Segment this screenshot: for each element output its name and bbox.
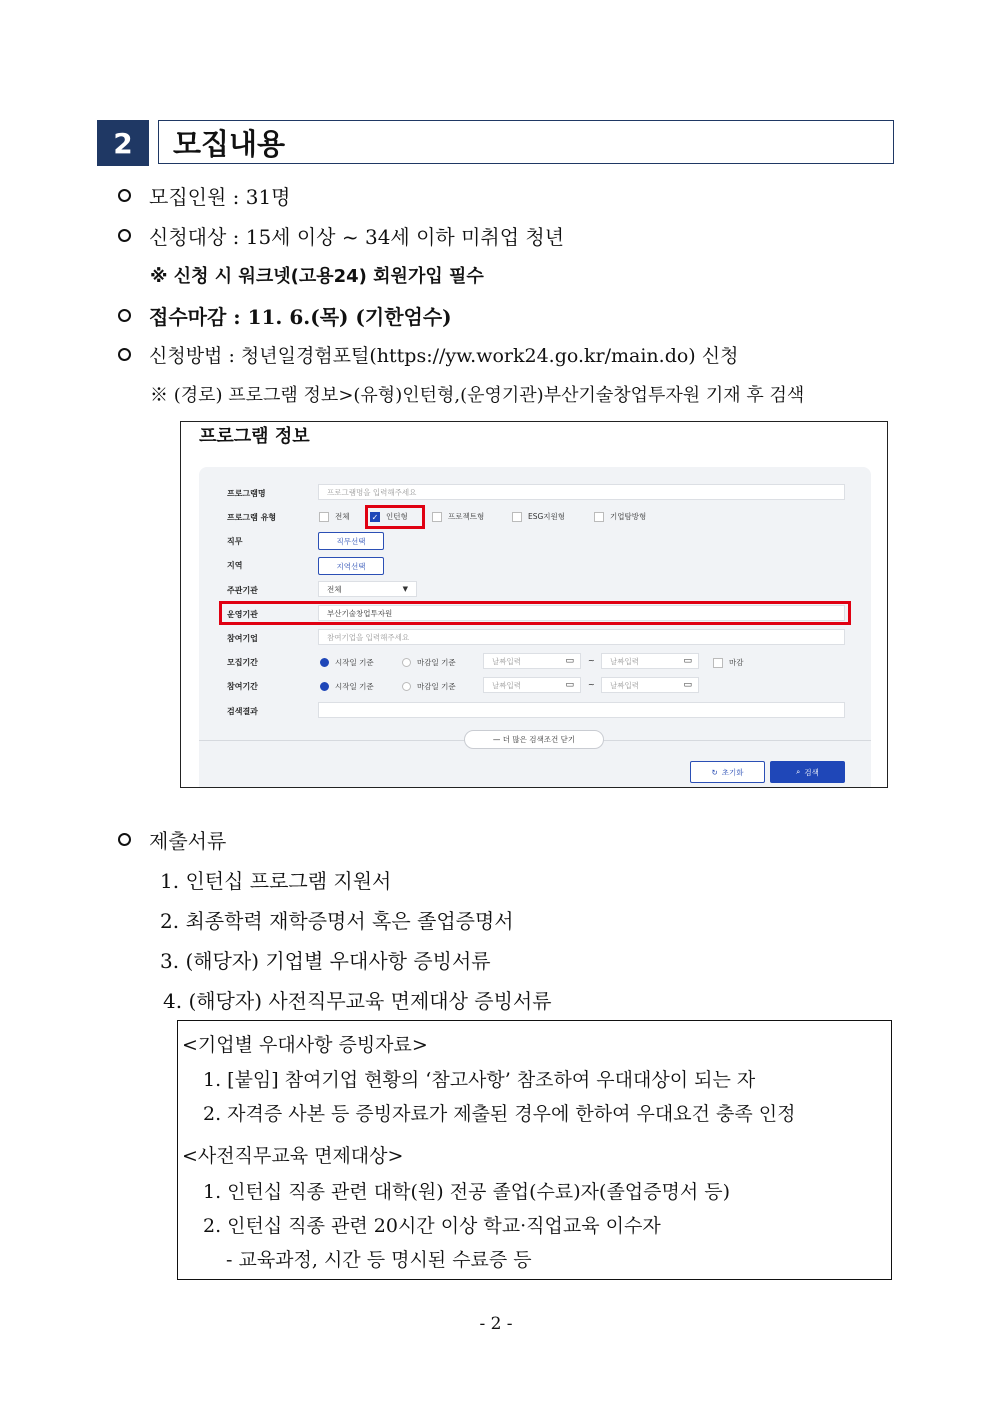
- calendar-icon: ▭: [683, 680, 692, 690]
- closed-checkbox[interactable]: [713, 657, 744, 668]
- document-item: 3. (해당자) 기업별 우대사항 증빙서류: [160, 949, 491, 973]
- date-placeholder: 날짜입력: [610, 680, 639, 690]
- document-item: 2. 최종학력 재학증명서 혹은 졸업증명서: [160, 909, 514, 933]
- circle-bullet-icon: [118, 189, 131, 202]
- pref-title: <기업별 우대사항 증빙자료>: [182, 1034, 428, 1056]
- radio-label: 마감일 기준: [417, 658, 456, 667]
- participation-radio-end[interactable]: [402, 681, 456, 692]
- documents-heading-line: [118, 825, 226, 854]
- host-select-value: 전체: [327, 584, 342, 594]
- target-note-text: ※ 신청 시 워크넷(고용24) 회원가입 필수: [150, 266, 484, 287]
- exempt-item-2: 2. 인턴십 직종 관련 20시간 이상 학교·직업교육 이수자: [203, 1215, 661, 1237]
- recruit-radio-start[interactable]: [320, 657, 374, 668]
- type-option-label: 인턴형: [386, 512, 408, 521]
- type-option-label: 기업탐방형: [610, 512, 647, 521]
- circle-bullet-icon: [118, 833, 131, 846]
- highlight-intern-type: [365, 505, 425, 529]
- program-info-title: 프로그램 정보: [199, 426, 310, 447]
- caret-down-icon: ▼: [402, 585, 408, 593]
- date-placeholder: 날짜입력: [610, 656, 639, 666]
- radio-icon: [402, 682, 411, 691]
- radio-label: 시작일 기준: [335, 658, 374, 667]
- label-participation-period: 참여기간: [227, 682, 258, 691]
- refresh-icon: ↻: [711, 767, 718, 777]
- target-text: 신청대상 : 15세 이상 ~ 34세 이하 미취업 청년: [149, 225, 565, 249]
- method-note: [150, 381, 804, 407]
- results-field: [318, 702, 845, 718]
- type-option-label: 전체: [335, 512, 350, 521]
- radio-label: 시작일 기준: [335, 682, 374, 691]
- exempt-item-1: 1. 인턴십 직종 관련 대학(원) 전공 졸업(수료)자(졸업증명서 등): [203, 1181, 731, 1203]
- type-option-esg[interactable]: [512, 511, 565, 522]
- exempt-item-2-sub: - 교육과정, 시간 등 명시된 수료증 등: [226, 1249, 532, 1271]
- job-select-button[interactable]: 직무선택: [318, 532, 384, 550]
- recruit-radio-end[interactable]: [402, 657, 456, 668]
- section-number: 2: [97, 120, 149, 166]
- search-icon: ⌕: [796, 767, 801, 776]
- type-option-project[interactable]: [432, 511, 484, 522]
- label-job: 직무: [227, 537, 243, 546]
- section-title: [158, 120, 894, 164]
- checkbox-icon: [319, 512, 329, 522]
- section-title-text: 모집내용: [173, 126, 286, 161]
- host-select[interactable]: [318, 581, 417, 597]
- method-line: [118, 341, 738, 368]
- label-program-name: 프로그램명: [227, 489, 266, 498]
- closed-label: 마감: [729, 658, 744, 667]
- checkbox-icon: [432, 512, 442, 522]
- method-text: 신청방법 : 청년일경험포털(https://yw.work24.go.kr/main.do) 신청: [149, 345, 739, 367]
- type-option-all[interactable]: [319, 511, 350, 522]
- checkbox-icon: [512, 512, 522, 522]
- reset-button-label: 초기화: [721, 767, 744, 777]
- more-conditions-toggle[interactable]: — 더 많은 검색조건 닫기: [464, 730, 604, 749]
- circle-bullet-icon: [118, 309, 131, 322]
- checkbox-checked-icon: ✓: [371, 512, 379, 522]
- participation-start-date[interactable]: [483, 677, 581, 693]
- recruit-count-text: 모집인원 : 31명: [149, 185, 291, 209]
- exempt-title: <사전직무교육 면제대상>: [182, 1145, 404, 1167]
- checkbox-icon: [594, 512, 604, 522]
- calendar-icon: ▭: [565, 656, 574, 666]
- deadline-line: [118, 301, 452, 330]
- label-region: 지역: [227, 561, 243, 570]
- label-recruit-period: 모집기간: [227, 658, 258, 667]
- program-search-screenshot: [180, 421, 888, 788]
- checkbox-icon: [713, 658, 723, 668]
- type-option-company-visit[interactable]: [594, 511, 646, 522]
- date-separator: ~: [588, 680, 595, 689]
- recruit-end-date[interactable]: [601, 653, 699, 669]
- calendar-icon: ▭: [683, 656, 692, 666]
- page-number: - 2 -: [479, 1314, 513, 1334]
- search-button-label: 검색: [804, 767, 819, 777]
- label-company: 참여기업: [227, 634, 258, 643]
- method-note-text: ※ (경로) 프로그램 정보>(유형)인턴형,(운영기관)부산기술창업투자원 기재 후 검색: [150, 385, 805, 406]
- type-option-label: ESG지원형: [528, 512, 566, 521]
- circle-bullet-icon: [118, 229, 131, 242]
- search-button[interactable]: [770, 761, 845, 783]
- recruit-start-date[interactable]: [483, 653, 581, 669]
- type-option-label: 프로젝트형: [448, 512, 485, 521]
- radio-selected-icon: [320, 682, 329, 691]
- radio-label: 마감일 기준: [417, 682, 456, 691]
- circle-bullet-icon: [118, 348, 131, 361]
- label-operator: 운영기관: [227, 610, 258, 619]
- target-note: [150, 262, 484, 288]
- deadline-text: 접수마감 : 11. 6.(목) (기한엄수): [149, 305, 452, 329]
- radio-icon: [402, 658, 411, 667]
- reset-button[interactable]: [690, 761, 765, 783]
- date-separator: ~: [588, 656, 595, 665]
- recruit-count-line: [118, 181, 291, 210]
- label-program-type: 프로그램 유형: [227, 513, 277, 522]
- target-line: [118, 221, 564, 250]
- documents-heading: 제출서류: [149, 829, 227, 853]
- label-host: 주관기관: [227, 586, 258, 595]
- participation-radio-start[interactable]: [320, 681, 374, 692]
- radio-selected-icon: [320, 658, 329, 667]
- highlight-operator-row: [219, 601, 851, 625]
- pref-item-2: 2. 자격증 사본 등 증빙자료가 제출된 경우에 한하여 우대요건 충족 인정: [203, 1103, 796, 1125]
- operator-input[interactable]: 부산기술창업투자원: [318, 605, 845, 621]
- document-item: 4. (해당자) 사전직무교육 면제대상 증빙서류: [163, 989, 552, 1013]
- label-results: 검색결과: [227, 707, 258, 716]
- participation-end-date[interactable]: [601, 677, 699, 693]
- pref-item-1: 1. [붙임] 참여기업 현황의 ‘참고사항’ 참조하여 우대대상이 되는 자: [203, 1069, 756, 1091]
- document-item: 1. 인턴십 프로그램 지원서: [160, 869, 392, 893]
- date-placeholder: 날짜입력: [492, 656, 521, 666]
- calendar-icon: ▭: [565, 680, 574, 690]
- company-input[interactable]: 참여기업을 입력해주세요: [318, 629, 845, 645]
- date-placeholder: 날짜입력: [492, 680, 521, 690]
- region-select-button[interactable]: 지역선택: [318, 557, 384, 575]
- program-name-input[interactable]: 프로그램명을 입력해주세요: [318, 484, 845, 500]
